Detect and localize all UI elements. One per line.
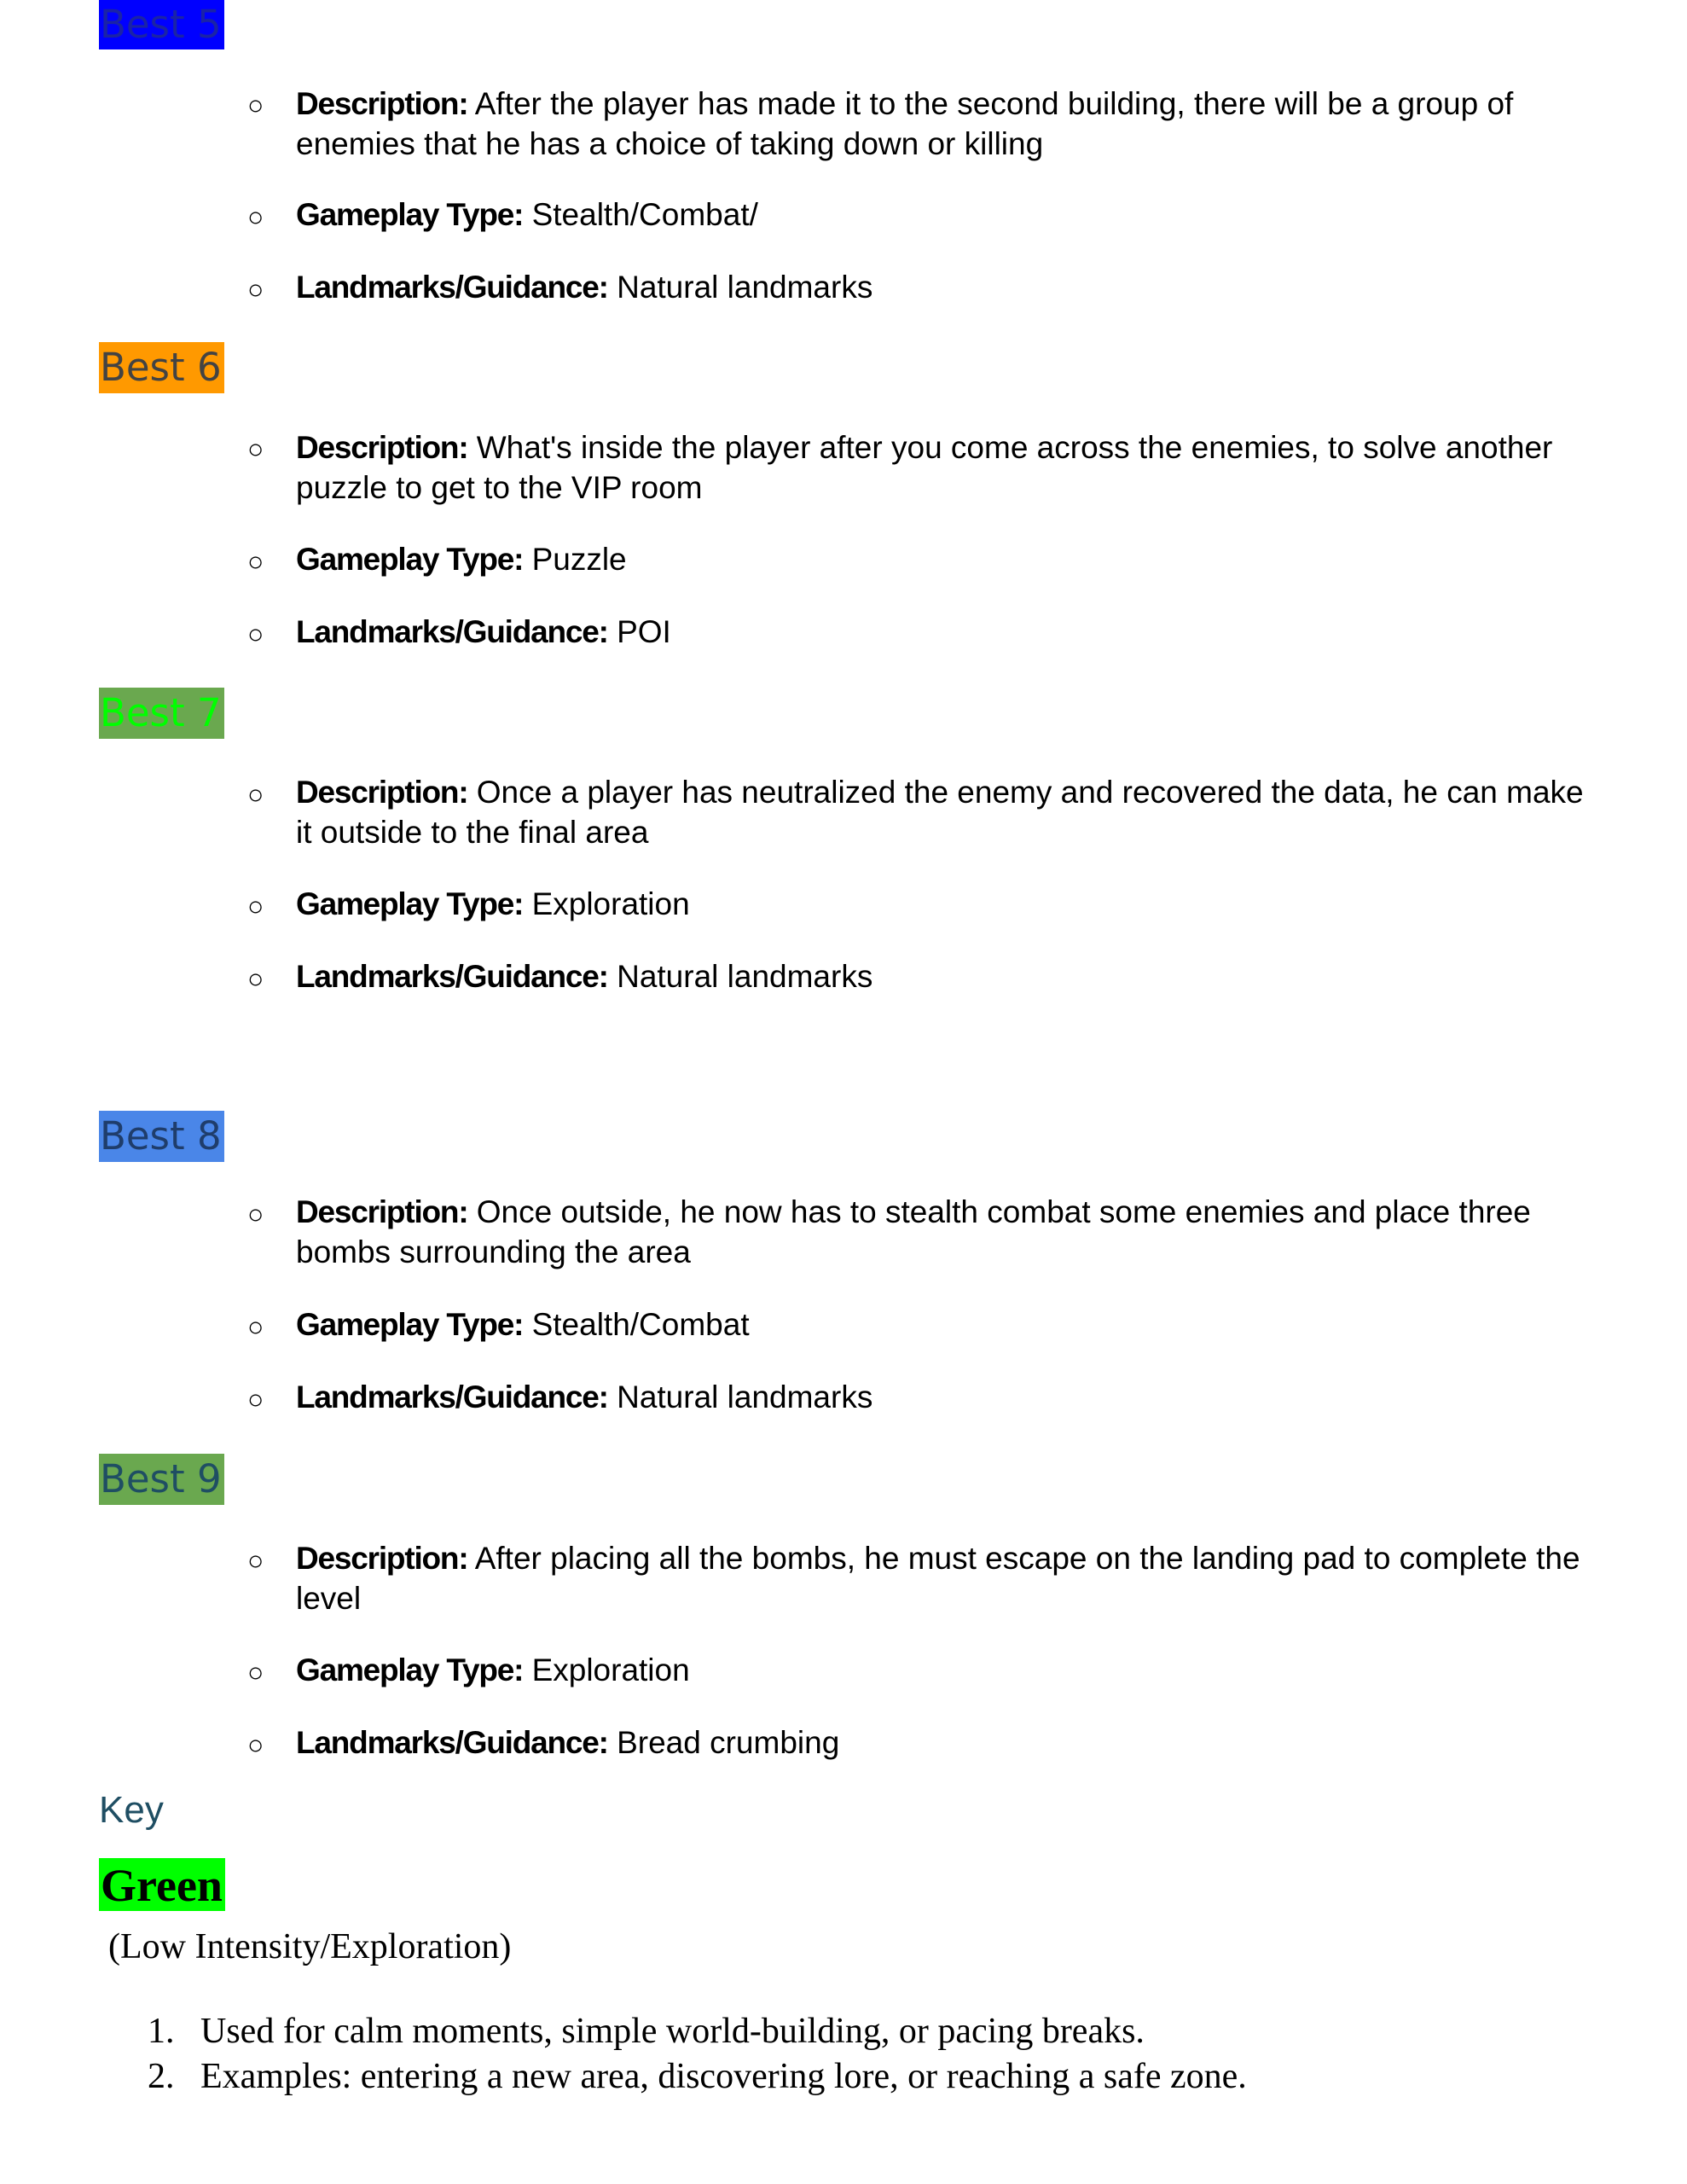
bullet-icon: ○	[247, 274, 264, 305]
bullet-icon: ○	[247, 1545, 264, 1576]
list-item-description: Description: After placing all the bombs, he must escape on the landing pad to complete the level	[296, 1541, 1580, 1616]
section-heading-best-5: Best 5	[99, 0, 224, 49]
bullet-icon: ○	[247, 963, 264, 994]
list-item-gameplay-type: Gameplay Type: Stealth/Combat/	[296, 197, 758, 232]
bullet-icon: ○	[247, 90, 264, 120]
green-label: Green	[99, 1858, 225, 1911]
list-item-landmarks: Landmarks/Guidance: POI	[296, 614, 671, 649]
bullet-icon: ○	[247, 1729, 264, 1760]
list-item-gameplay-type: Gameplay Type: Stealth/Combat	[296, 1307, 750, 1342]
key-heading: Key	[99, 1789, 164, 1831]
list-item-gameplay-type: Gameplay Type: Puzzle	[296, 542, 627, 577]
list-item: Examples: entering a new area, discovering lore, or reaching a safe zone.	[200, 2057, 1247, 2096]
section-heading-best-8: Best 8	[99, 1111, 224, 1162]
list-item: Used for calm moments, simple world-building, or pacing breaks.	[200, 2012, 1145, 2051]
section-heading-best-9: Best 9	[99, 1454, 224, 1505]
list-item-description: Description: What's inside the player after you come across the enemies, to solve another puzzle to get to the VIP room	[296, 430, 1553, 505]
list-item-description: Description: Once outside, he now has to stealth combat some enemies and place three bombs surrounding the area	[296, 1194, 1531, 1269]
bullet-icon: ○	[247, 1199, 264, 1229]
list-number: 2.	[148, 2057, 175, 2096]
list-item-gameplay-type: Gameplay Type: Exploration	[296, 886, 690, 921]
bullet-icon: ○	[247, 779, 264, 810]
bullet-icon: ○	[247, 1311, 264, 1342]
section-heading-best-7: Best 7	[99, 688, 224, 739]
bullet-icon: ○	[247, 201, 264, 232]
green-subtitle: (Low Intensity/Exploration)	[108, 1927, 512, 1966]
list-item-landmarks: Landmarks/Guidance: Bread crumbing	[296, 1725, 840, 1760]
list-item-description: Description: After the player has made it to the second building, there will be a group of enemies that he has a choice of taking down or killing	[296, 86, 1514, 161]
bullet-icon: ○	[247, 1384, 264, 1414]
list-item-description: Description: Once a player has neutralized the enemy and recovered the data, he can make it outside to the final area	[296, 775, 1584, 850]
bullet-icon: ○	[247, 891, 264, 921]
list-item-landmarks: Landmarks/Guidance: Natural landmarks	[296, 959, 873, 994]
list-item-landmarks: Landmarks/Guidance: Natural landmarks	[296, 270, 873, 305]
bullet-icon: ○	[247, 1657, 264, 1687]
list-item-landmarks: Landmarks/Guidance: Natural landmarks	[296, 1380, 873, 1414]
bullet-icon: ○	[247, 619, 264, 649]
bullet-icon: ○	[247, 433, 264, 464]
bullet-icon: ○	[247, 546, 264, 577]
list-number: 1.	[148, 2012, 175, 2051]
list-item-gameplay-type: Gameplay Type: Exploration	[296, 1653, 690, 1687]
section-heading-best-6: Best 6	[99, 342, 224, 393]
